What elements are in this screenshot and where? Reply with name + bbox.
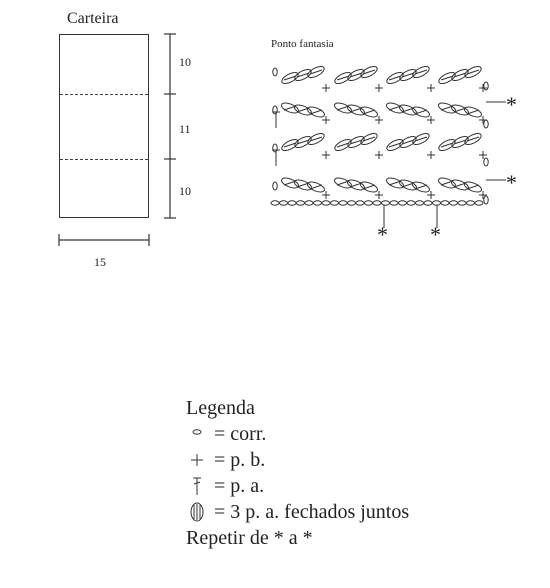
cluster-stroke	[389, 76, 401, 80]
repeat-mark-bottom-right: *	[430, 222, 441, 247]
side-chain-stitch	[484, 196, 488, 204]
chain-stitch	[399, 201, 407, 205]
width-label: 15	[94, 255, 106, 269]
chain-stitch	[339, 201, 347, 205]
legend-title: Legenda	[186, 397, 255, 419]
side-chain-stitch	[484, 82, 488, 90]
legend-item-chain	[186, 421, 526, 447]
chain-stitch	[288, 201, 296, 205]
cluster-stroke	[467, 70, 479, 74]
cluster-stroke	[402, 73, 414, 77]
cluster-stroke	[467, 137, 479, 141]
cluster-stroke	[297, 73, 309, 77]
cluster-stroke	[337, 76, 349, 80]
cluster-stroke	[350, 73, 362, 77]
double-crochet-icon	[186, 475, 208, 497]
cluster-stroke	[402, 140, 414, 144]
side-chain-stitch	[273, 182, 277, 190]
chain-stitch	[382, 201, 390, 205]
legend	[186, 395, 526, 551]
chain-stitch	[365, 201, 373, 205]
chain-stitch	[433, 201, 441, 205]
cluster-stroke	[284, 143, 296, 147]
cluster-stroke	[415, 137, 427, 141]
repeat-mark-right-top: *	[506, 92, 517, 117]
height-label-bottom: 10	[179, 184, 191, 198]
cluster-stroke	[363, 137, 375, 141]
chain-stitch	[407, 201, 415, 205]
chain-stitch	[475, 201, 483, 205]
chain-stitch	[322, 201, 330, 205]
chain-stitch	[271, 201, 279, 205]
legend-label-cluster: = 3 p. a. fechados juntos	[214, 501, 410, 523]
chain-stitch	[331, 201, 339, 205]
repeat-mark-bottom-left: *	[377, 222, 388, 247]
height-label-middle: 11	[179, 122, 191, 136]
repeat-mark-right-bottom: *	[506, 170, 517, 195]
legend-label-single-crochet: = p. b.	[214, 449, 266, 471]
chain-stitch	[348, 201, 356, 205]
legend-item-double-crochet	[186, 473, 526, 499]
cluster-stroke	[284, 76, 296, 80]
side-chain-stitch	[273, 106, 277, 114]
cluster-stroke	[441, 76, 453, 80]
chain-stitch	[305, 201, 313, 205]
single-crochet-icon	[186, 449, 208, 471]
stitch-chart-title: Ponto fantasia	[271, 38, 334, 50]
cluster-stroke	[337, 143, 349, 147]
legend-item-single-crochet	[186, 447, 526, 473]
side-chain-stitch	[484, 158, 488, 166]
legend-label-double-crochet: = p. a.	[214, 475, 265, 497]
cluster-stroke	[310, 137, 322, 141]
chain-stitch	[373, 201, 381, 205]
page-title: Carteira	[67, 10, 119, 27]
chain-stitch	[314, 201, 322, 205]
cluster-stroke	[389, 143, 401, 147]
legend-label-chain: = corr.	[214, 423, 267, 445]
cluster-stroke	[441, 143, 453, 147]
chain-stitch	[458, 201, 466, 205]
cluster-stroke	[454, 73, 466, 77]
cluster-stroke	[415, 70, 427, 74]
cluster-stroke	[350, 140, 362, 144]
side-chain-stitch	[273, 144, 277, 152]
chain-stitch	[441, 201, 449, 205]
side-chain-stitch	[484, 120, 488, 128]
side-chain-stitch	[273, 68, 277, 76]
height-label-top: 10	[179, 55, 191, 69]
legend-item-cluster	[186, 499, 526, 525]
chain-icon	[186, 423, 208, 445]
chain-stitch	[450, 201, 458, 205]
cluster-stroke	[363, 70, 375, 74]
chain-stitch	[424, 201, 432, 205]
cluster-stroke	[297, 140, 309, 144]
chain-stitch	[390, 201, 398, 205]
cluster-3dc-icon	[186, 501, 208, 523]
cluster-stroke	[310, 70, 322, 74]
chain-stitch	[356, 201, 364, 205]
chain-stitch	[280, 201, 288, 205]
legend-repeat-note: Repetir de * a *	[186, 527, 313, 549]
chain-stitch	[297, 201, 305, 205]
chain-stitch	[467, 201, 475, 205]
cluster-stroke	[454, 140, 466, 144]
chain-stitch	[416, 201, 424, 205]
